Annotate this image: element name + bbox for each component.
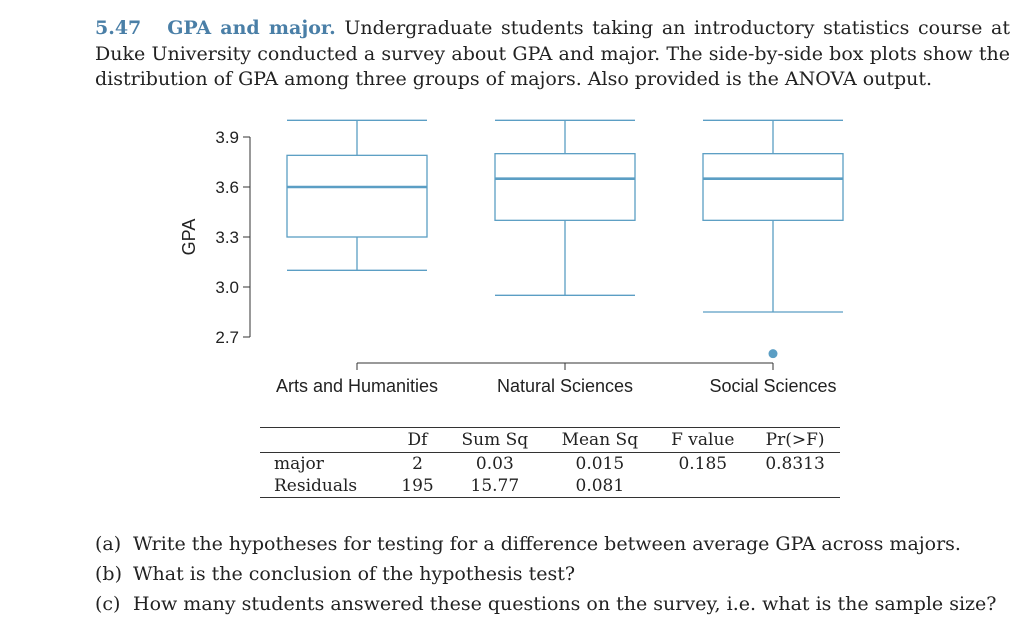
anova-header-cell: Df [390, 428, 446, 453]
y-tick-label: 3.3 [215, 228, 239, 247]
anova-cell [655, 475, 750, 498]
y-tick-label: 3.0 [215, 278, 239, 297]
anova-cell: 0.081 [544, 475, 655, 498]
question-text: How many students answered these questions on the survey, i.e. what is the sample size? [133, 593, 997, 615]
anova-cell: 0.8313 [765, 454, 825, 474]
question-c [95, 589, 1010, 619]
x-tick-label: Social Sciences [709, 376, 837, 396]
anova-header-row [260, 428, 840, 453]
exercise-title: GPA and major. [167, 17, 336, 39]
anova-cell: 15.77 [445, 475, 544, 498]
anova-cell: Residuals [260, 475, 390, 498]
anova-cell: 0.185 [678, 454, 728, 474]
anova-cell: 195 [390, 475, 446, 498]
x-tick-label: Natural Sciences [496, 376, 634, 396]
anova-header-cell: F value [655, 428, 750, 453]
question-text: Write the hypotheses for testing for a difference between average GPA across majors. [133, 533, 961, 555]
anova-cell [750, 475, 840, 498]
question-list [95, 529, 1010, 619]
anova-header-cell: Pr(>F) [750, 428, 840, 453]
anova-header-cell: Mean Sq [544, 428, 655, 453]
anova-header-cell [260, 428, 390, 453]
anova-row-major [260, 453, 840, 476]
question-label: (b) [95, 563, 122, 585]
anova-cell: 0.03 [475, 454, 514, 474]
iqr-box [495, 154, 635, 221]
y-tick-label: 3.6 [215, 178, 239, 197]
iqr-box [287, 155, 427, 237]
exercise-number: 5.47 [95, 17, 142, 39]
anova-table [260, 427, 840, 498]
question-label: (c) [95, 593, 121, 615]
y-tick-label: 2.7 [215, 328, 239, 347]
anova-cell: 2 [412, 454, 423, 474]
question-a [95, 529, 1010, 559]
anova-header-cell: Sum Sq [445, 428, 544, 453]
question-b [95, 559, 1010, 589]
y-axis-label: GPA [179, 218, 199, 256]
anova-cell: 0.015 [575, 454, 625, 474]
question-label: (a) [95, 533, 122, 555]
question-text: What is the conclusion of the hypothesis test? [133, 563, 576, 585]
iqr-box [703, 154, 843, 221]
anova-cell: major [274, 454, 324, 474]
exercise-intro-text: Undergraduate students taking an introductory statistics course at Duke University conducted a survey about GPA and major. The side-by-side box plots show the distribution of GPA among three groups of majors. Also provided is the ANOVA output. [95, 17, 1010, 90]
x-tick-label: Arts and Humanities [275, 376, 439, 396]
anova-row-residuals [260, 475, 840, 498]
y-tick-label: 3.9 [215, 128, 239, 147]
outlier-point [769, 349, 778, 358]
